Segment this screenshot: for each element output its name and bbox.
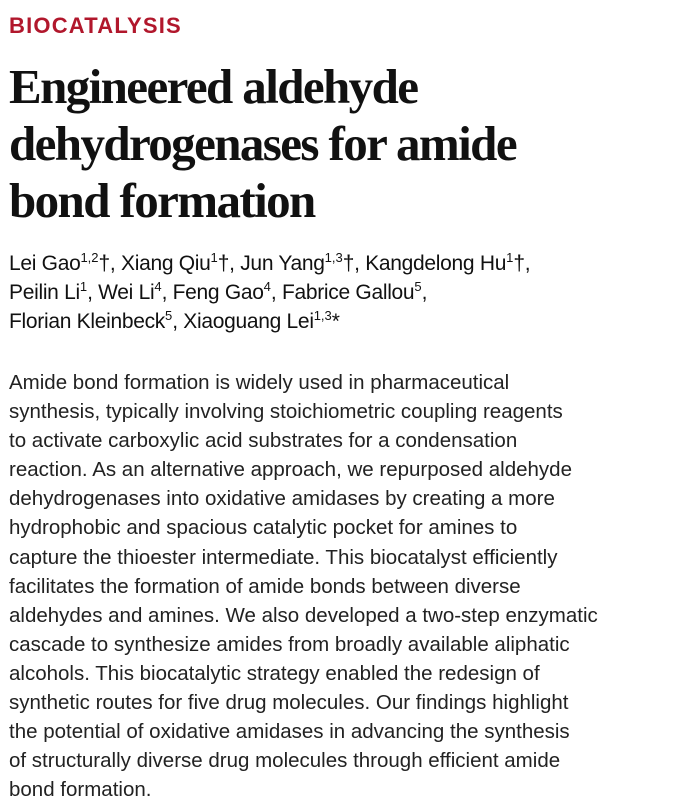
author-name[interactable]: Feng Gao [172, 281, 264, 304]
affiliation-superscript: 1,3 [313, 308, 332, 323]
corresponding-author-mark: * [331, 310, 340, 333]
author-name[interactable]: Xiaoguang Lei [183, 310, 314, 333]
author-separator: , [270, 281, 282, 304]
author-name[interactable]: Lei Gao [9, 252, 81, 275]
abstract-line: dehydrogenases into oxidative amidases by creating a more [9, 487, 555, 511]
affiliation-superscript: 1 [79, 279, 88, 294]
abstract-line: cascade to synthesize amides from broadly available aliphatic [9, 632, 570, 656]
abstract [9, 368, 665, 804]
author-name[interactable]: Xiang Qiu [121, 252, 211, 275]
affiliation-superscript: 1 [210, 250, 218, 265]
abstract-line: synthesis, typically involving stoichiometric coupling reagents [9, 400, 563, 424]
author-name[interactable]: Jun Yang [240, 252, 325, 275]
author-line [9, 249, 659, 278]
equal-contribution-mark: † [342, 252, 355, 275]
affiliation-superscript: 4 [263, 279, 271, 294]
abstract-line: facilitates the formation of amide bonds between diverse [9, 574, 521, 598]
author-line [9, 307, 659, 336]
abstract-line: hydrophobic and spacious catalytic pocket for amines to [9, 516, 518, 540]
author-separator: , [109, 252, 121, 275]
abstract-line: of structurally diverse drug molecules through efficient amide [9, 749, 561, 773]
affiliation-superscript: 5 [164, 308, 173, 323]
article-title [9, 58, 609, 229]
abstract-line: aldehydes and amines. We also developed a two-step enzymatic [9, 603, 598, 627]
author-name[interactable]: Peilin Li [9, 281, 80, 304]
author-separator: , [354, 252, 366, 275]
author-name[interactable]: Fabrice Gallou [281, 281, 415, 304]
author-separator: , [172, 310, 184, 333]
author-separator: , [524, 252, 531, 275]
equal-contribution-mark: † [98, 252, 110, 275]
affiliation-superscript: 4 [154, 279, 162, 294]
affiliation-superscript: 1,2 [80, 250, 99, 265]
equal-contribution-mark: † [217, 252, 230, 275]
title-line: bond formation [9, 173, 315, 228]
abstract-line: reaction. As an alternative approach, we repurposed aldehyde [9, 458, 572, 482]
abstract-line: capture the thioester intermediate. This biocatalyst efficiently [9, 545, 558, 569]
affiliation-superscript: 1,3 [324, 250, 343, 265]
author-separator: , [161, 281, 173, 304]
equal-contribution-mark: † [513, 252, 525, 275]
affiliation-superscript: 5 [414, 279, 422, 294]
abstract-line: alcohols. This biocatalytic strategy enabled the redesign of [9, 661, 540, 685]
affiliation-superscript: 1 [506, 250, 514, 265]
author-separator: , [421, 281, 428, 304]
author-name[interactable]: Wei Li [98, 281, 155, 304]
abstract-line: the potential of oxidative amidases in advancing the synthesis [9, 720, 570, 744]
author-line [9, 278, 659, 307]
author-name[interactable]: Kangdelong Hu [365, 252, 507, 275]
author-list [9, 249, 659, 336]
title-line: Engineered aldehyde [9, 59, 418, 114]
abstract-line: to activate carboxylic acid substrates for a condensation [9, 429, 518, 453]
title-line: dehydrogenases for amide [9, 116, 516, 171]
author-separator: , [229, 252, 241, 275]
section-label: BIOCATALYSIS [9, 13, 182, 38]
author-name[interactable]: Florian Kleinbeck [9, 310, 165, 333]
author-separator: , [87, 281, 99, 304]
abstract-line: synthetic routes for five drug molecules. Our findings highlight [9, 691, 569, 715]
abstract-line: bond formation. [9, 778, 152, 802]
abstract-line: Amide bond formation is widely used in pharmaceutical [9, 371, 510, 394]
